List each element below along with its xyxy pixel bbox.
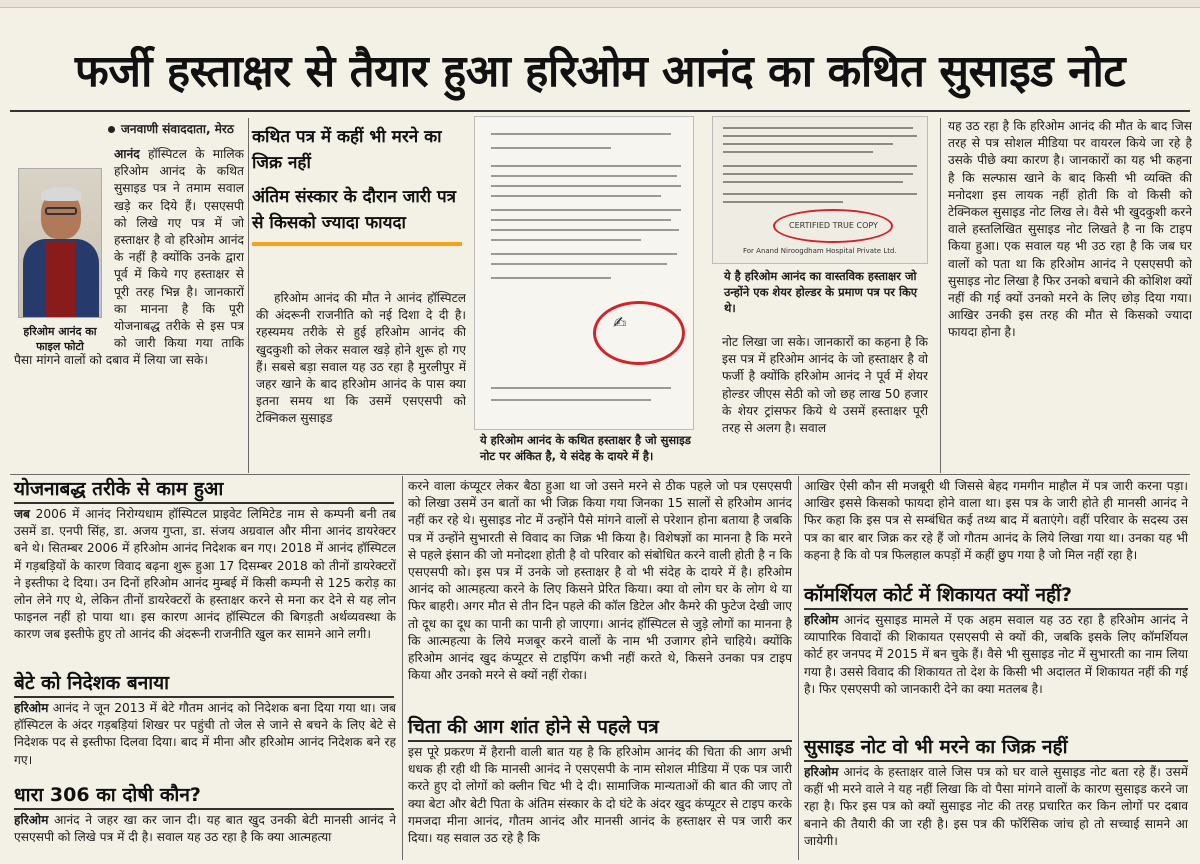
headline-rule (10, 110, 1190, 112)
section3-title: धारा 306 का दोषी कौन? (14, 782, 394, 810)
byline-text: जनवाणी संवाददाता, मेरठ (121, 122, 234, 136)
section5-text: आनंद सुसाइड मामले में एक अहम सवाल यह उठ रहा है हरिओम आनंद ने व्यापारिक विवादों की शिकायत एसएसपी से क्यों की, जबकि इसके लिए कॉमर्शियल कोर्ट हर जनपद में 2015 में बन चुके हैं। वैसे भी सुसाइड नोट में सुभारती का नाम लिया गया है। उससे विवाद की शिकायत तो देश के किसी भी अदालत में शिकायत नहीं की गई है। फिर एसएसपी को जानकारी देने का क्या मतलब है। (804, 613, 1188, 696)
section4-text: इस पूरे प्रकरण में हैरानी वाली बात यह है कि हरिओम आनंद की चिता की आग अभी धधक ही रही थी कि मानसी आनंद ने एसएसपी के नाम सोशल मीडिया में एक पत्र जारी करते हुए दो लोगों को क्लीन चिट भी दे दी। सामाजिक मान्यताओं की बात की जाए तो क्या बेटा और बेटी पिता के अंतिम संस्कार के दो घंटे के अंदर खुद कंप्यूटर से टाइप करके गमजदा मीना आनंद, गौतम आनंद और मानसी आनंद के हस्ताक्षर से पत्र जारी कर दिया। यह सवाल उठ रहे है कि (408, 745, 792, 846)
right-mid-paragraph (722, 334, 928, 470)
section6-title: सुसाइड नोट वो भी मरने का जिक्र नहीं (804, 734, 1188, 762)
center-lower-text: करने वाला कंप्यूटर लेकर बैठा हुआ था जो उसने मरने से ठीक पहले जो पत्र एसएसपी को लिखा उसमें उन बातों का भी जिक्र किया गया जिनका 15 सालों से हरिओम आनंद नहीं कर रहे थे। सुसाइड नोट में उन्होंने पैसे मांगने वालों से परेशान होना बताया है जबकि पत्र में उन्होंने सुभारती से विवाद का जिक्र भी किया है। विशेषज्ञों का मानना है कि मरने से पहले इंसान की जो मनोदशा होती है वो परिवार को संबोधित करने वाली होती है न कि एसएसपी को। इस पत्र में उनके जो हस्ताक्षर है वो भी संदेह के दायरे में है। हरिओम आनंद को आत्महत्या करने के लिए किसने प्रेरित किया। क्या वो लोग घर के लोग थे या फिर बाहरी। अगर मौत से तीन दिन पहले की कॉल डिटेल और कैमरे की फुटेज देखी जाए तो दूध का दूध का पानी का पानी हो जाएगा। आनंद हॉस्पिटल से जुड़े लोगों का मानना है कि आत्महत्या के लिये मजबूर करने वालों के नाम भी उजागर होने चाहिये। क्योंकि हरिओम आनंद खुद कंप्यूटर से टाइपिंग कभी नहीं करते थे, किसने उनका पत्र टाइप किया और उनको मरने से क्यों नहीं रोका। (408, 479, 792, 683)
section1-text: 2006 में आनंद निरोग्यधाम हॉस्पिटल प्राइवेट लिमिटेड नाम से कम्पनी बनी तब उसमें डा. एनपी सिंह, डा. अजय गुप्ता, डा. संजय अग्रवाल और मीना आनंद डायरेक्टर बने थे। सितम्बर 2006 में हरिओम आनंद निदेशक बन गए। 2018 में आनंद हॉस्पिटल में गड़बड़ियों के कारण विवाद बढ़ना शुरू हुआ 17 दिसम्बर 2018 को तीनों डायरेक्टरों ने इस्तीफा दे दिया। उन दिनों हरिओम आनंद मुम्बई में किसी कम्पनी से 125 करोड़ का लोन लेने गए थे, लेकिन तीनों डायरेक्टरों के हस्ताक्षर करने से मना कर देने से यह लोन फाइनल नहीं हो पाया था। इस कारण आनंद हॉस्पिटल की बिगड़ती अर्थव्यवस्था के कारण जब इस्तीफे हुए तो आनंद की अंदरूनी राजनीति खुल कर सामने आने लगी। (14, 507, 396, 642)
section1-title: योजनाबद्ध तरीके से काम हुआ (14, 476, 394, 504)
pull-quote-2: अंतिम संस्कार के दौरान जारी पत्र से किसको ज्यादा फायदा (252, 187, 457, 233)
far-right-paragraph (948, 118, 1192, 470)
section2-paragraph (14, 700, 396, 776)
certified-stamp-text: CERTIFIED TRUE COPY (789, 221, 878, 230)
pull-quote-accent-bar (252, 242, 462, 246)
byline (108, 120, 234, 137)
far-right-text: यह उठ रहा है कि हरिओम आनंद की मौत के बाद जिस तरह से पत्र सोशल मीडिया पर वायरल किये जा रहे है उसके पीछे क्या कारण है। जानकारों का यह भी कहना है कि सल्फास खाने के बाद किसी भी व्यक्ति की मनोदशा इस लायक नहीं होती कि वो किसी को टेक्निकल सुसाइड नोट लिख ले। वैसे भी खुदकुशी करने वाले हस्तलिखित सुसाइड नोट लिखते है ना कि टाइप किया हुआ। एक सवाल यह भी उठ रहा है कि जब घर वालों को पता था कि हरिओम आनंद ने एसएसपी को सुसाइड नोट लिखा है फिर उनको बचाने की कोशिश क्यों नहीं की गई क्यों उनको मरने के लिए छोड़ दिया गया। आखिर उनकी इस तरह की मौत से किसको ज्यादा फायदा होना है। (948, 119, 1192, 340)
section4-paragraph (408, 744, 792, 858)
column-divider (940, 118, 941, 473)
section6-text: आनंद के हस्ताक्षर वाले जिस पत्र को घर वाले सुसाइड नोट बता रहे हैं। उसमें कहीं भी मरने वाले ने यह नहीं लिखा कि वो पैसा मांगने वालों के कारण सुसाइड करने जा रहा है। फिर इस पत्र को क्यों सुसाइड नोट की तरह प्रचारित कर किन लोगों पर दबाव बनाने की तैयारी की जा रही है। इस पत्र की फॉरेंसिक जांच हो तो सच्चाई सामने आ जायेगी। (804, 765, 1188, 848)
middle-paragraph (256, 290, 466, 470)
doc1-caption: ये हरिओम आनंद के कथित हस्ताक्षर है जो सुसाइड नोट पर अंकित है, ये संदेह के दायरे में है। (480, 433, 691, 463)
signature-mark: ✍ (613, 313, 627, 332)
section-divider (10, 474, 1190, 475)
section2-title: बेटे को निदेशक बनाया (14, 670, 394, 698)
column-divider (402, 476, 403, 860)
highlight-circle (593, 301, 685, 365)
section6-paragraph (804, 764, 1188, 858)
center-lower-paragraph (408, 478, 792, 712)
intro-paragraph (14, 146, 244, 368)
page-top-strip (0, 0, 1200, 8)
section5-paragraph (804, 612, 1188, 730)
section2-text: आनंद ने जून 2013 में बेटे गौतम आनंद को निदेशक बना दिया गया था। जब हॉस्पिटल के अंदर गड़बड़ियां शिखर पर पहुंची तो जेल से जाने से बचने के लिए बेटे से निदेशक पद से इस्तीफा दिलवा दिया। बाद में मीना और हरिओम आनंद निदेशक बने रह गए। (14, 701, 396, 767)
section6-lead: हरिओम (804, 765, 839, 779)
section5-lead: हरिओम (804, 613, 839, 627)
section3-paragraph (14, 812, 396, 858)
section1-lead: जब (14, 507, 31, 521)
pull-quotes (252, 124, 462, 256)
right-mid-text: नोट लिखा जा सके। जानकारों का कहना है कि इस पत्र में हरिओम आनंद के जो हस्ताक्षर है वो फर्जी है क्योंकि हरिओम आनंद ने पूर्व में शेयर होल्डर जीएस सेठी को जो छह लाख 50 हजार के शेयर ट्रांसफर किये थे उसमें हस्ताक्षर पूरी तरह से अलग है। सवाल (722, 335, 928, 436)
section2-lead: हरिओम (14, 701, 49, 715)
firm-stamp-text: For Anand Niroogdham Hospital Private Ltd. (743, 247, 897, 255)
column-divider (798, 476, 799, 860)
section5-title: कॉमर्शियल कोर्ट में शिकायत क्यों नहीं? (804, 582, 1188, 610)
section4-title: चिता की आग शांत होने से पहले पत्र (408, 714, 792, 742)
alleged-suicide-note-image (474, 116, 694, 430)
right-lower-paragraph (804, 478, 1188, 578)
intro-lead: आनंद (114, 147, 140, 161)
right-lower-text: आखिर ऐसी कौन सी मजबूरी थी जिससे बेहद गमगीन माहौल में पत्र जारी करना पड़ा। आखिर इससे किसको फायदा होने वाला था। इस पत्र के जारी होते ही मानसी आनंद ने फिर कहा कि इस पत्र से सम्बंधित कई तथ्य बाद में बताएंगे। वहीं परिवार के सदस्य उस पत्र का बार बार जिक्र कर रहे हैं जो गौतम आनंद के लिये लिखा गया था। उनका यह भी कहना है कि वो पत्र फिलहाल कपड़ों में कहीं छुप गया है जो मिल नहीं रहा है। (804, 479, 1188, 562)
section3-text: आनंद ने जहर खा कर जान दी। यह बात खुद उनकी बेटी मानसी आनंद ने एसएसपी को लिखे पत्र में दी है। सवाल यह उठ रहा है कि क्या आत्महत्या (14, 813, 396, 845)
share-certificate-image (712, 116, 928, 264)
intro-text: हॉस्पिटल के मालिक हरिओम आनंद के कथित सुसाइड पत्र ने तमाम सवाल खड़े कर दिये हैं। एसएसपी को लिखे गए पत्र में जो हस्ताक्षर है वो हरिओम आनंद के नहीं है क्योंकि उनके द्वारा पूर्व में किये गए हस्ताक्षर से पूरी तरह भिन्न है। जानकारों का मानना है कि पूरी योजनाबद्ध तरीके से इस पत्र को जारी किया गया ताकि पैसा मांगने वालों को दबाव में लिया जा सके। (14, 147, 244, 368)
headline: फर्जी हस्ताक्षर से तैयार हुआ हरिओम आनंद का कथित सुसाइड नोट (74, 46, 1126, 97)
column-divider (248, 118, 249, 473)
middle-text: हरिओम आनंद की मौत ने आनंद हॉस्पिटल की अंदरूनी राजनीति को नई दिशा दे दी है। रहस्यमय तरीके से हुई हरिओम आनंद की खुदकुशी को लेकर सवाल खड़े होने शुरू हो गए हैं। सबसे बड़ा सवाल यह उठ रहा है मुरलीपुर में जहर खाने के बाद हरिओम आनंद के पास क्या इतना समय था कि उसमें एसएसपी को टेक्निकल सुसाइड (256, 291, 466, 426)
photo-caption: हरिओम आनंद का फाइल फोटो (23, 325, 97, 353)
pull-quote-1: कथित पत्र में कहीं भी मरने का जिक्र नहीं (252, 127, 442, 173)
bullet-icon (108, 126, 115, 133)
section1-paragraph (14, 506, 396, 664)
section3-lead: हरिओम (14, 813, 49, 827)
doc2-caption: ये है हरिओम आनंद का वास्तविक हस्ताक्षर जो उन्होंने एक शेयर होल्डर के प्रमाण पत्र पर किए थे। (724, 269, 918, 315)
